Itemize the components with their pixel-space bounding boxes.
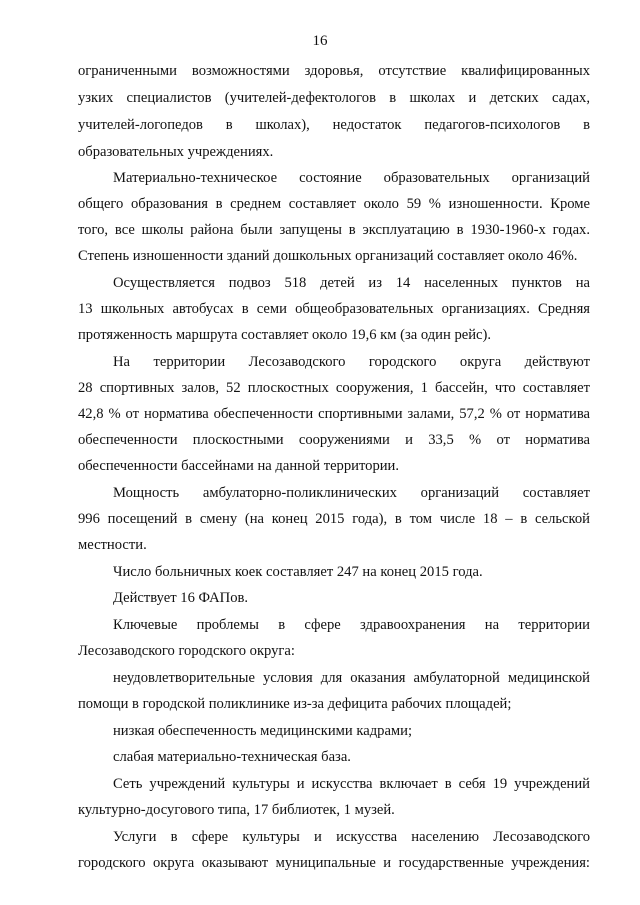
text-line: общего образования в среднем составляет около 59 % изношенности. Кроме xyxy=(78,196,590,212)
text-line: Действует 16 ФАПов. xyxy=(113,590,249,606)
text-line: учителей-логопедов в школах), недостаток педагогов-психологов в xyxy=(78,117,590,133)
text-line: На территории Лесозаводского городского округа действуют xyxy=(113,354,590,370)
text-line: Лесозаводского городского округа: xyxy=(78,643,295,659)
text-line: обеспеченности плоскостными сооружениями и 33,5 % от норматива xyxy=(78,432,590,448)
text-line: 13 школьных автобусах в семи общеобразовательных организациях. Средняя xyxy=(78,301,590,317)
text-line: Степень изношенности зданий дошкольных организаций составляет около 46%. xyxy=(78,248,578,264)
text-line: образовательных учреждениях. xyxy=(78,144,274,160)
page-number: 16 xyxy=(312,33,328,49)
text-line: Услуги в сфере культуры и искусства населению Лесозаводского xyxy=(113,829,590,845)
text-line: культурно-досугового типа, 17 библиотек, 1 музей. xyxy=(78,802,395,818)
text-line: неудовлетворительные условия для оказания амбулаторной медицинской xyxy=(113,670,590,686)
text-line: ограниченными возможностями здоровья, отсутствие квалифицированных xyxy=(78,63,590,79)
text-line: слабая материально-техническая база. xyxy=(113,749,351,765)
text-line: обеспеченности бассейнами на данной территории. xyxy=(78,458,400,474)
text-line: Материально-техническое состояние образовательных организаций xyxy=(113,170,590,186)
text-line: 996 посещений в смену (на конец 2015 года), в том числе 18 – в сельской xyxy=(78,511,590,527)
text-line: того, все школы района были запущены в эксплуатацию в 1930-1960-х годах. xyxy=(78,222,590,238)
text-line: протяженность маршрута составляет около 19,6 км (за один рейс). xyxy=(78,327,492,343)
text-line: помощи в городской поликлинике из-за дефицита рабочих площадей; xyxy=(78,696,512,712)
text-line: Число больничных коек составляет 247 на конец 2015 года. xyxy=(113,564,483,580)
text-line: местности. xyxy=(78,537,147,553)
text-line: городского округа оказывают муниципальные и государственные учреждения: xyxy=(78,855,590,871)
text-line: Мощность амбулаторно-поликлинических организаций составляет xyxy=(113,485,590,501)
text-line: Ключевые проблемы в сфере здравоохранения на территории xyxy=(113,617,590,633)
text-line: 28 спортивных залов, 52 плоскостных сооружения, 1 бассейн, что составляет xyxy=(78,380,590,396)
text-line: Сеть учреждений культуры и искусства включает в себя 19 учреждений xyxy=(113,776,590,792)
text-line: Осуществляется подвоз 518 детей из 14 населенных пунктов на xyxy=(113,275,590,291)
text-line: узких специалистов (учителей-дефектологов в школах и детских садах, xyxy=(78,90,590,106)
text-line: низкая обеспеченность медицинскими кадрами; xyxy=(113,723,413,739)
text-line: 42,8 % от норматива обеспеченности спортивными залами, 57,2 % от норматива xyxy=(78,406,590,422)
